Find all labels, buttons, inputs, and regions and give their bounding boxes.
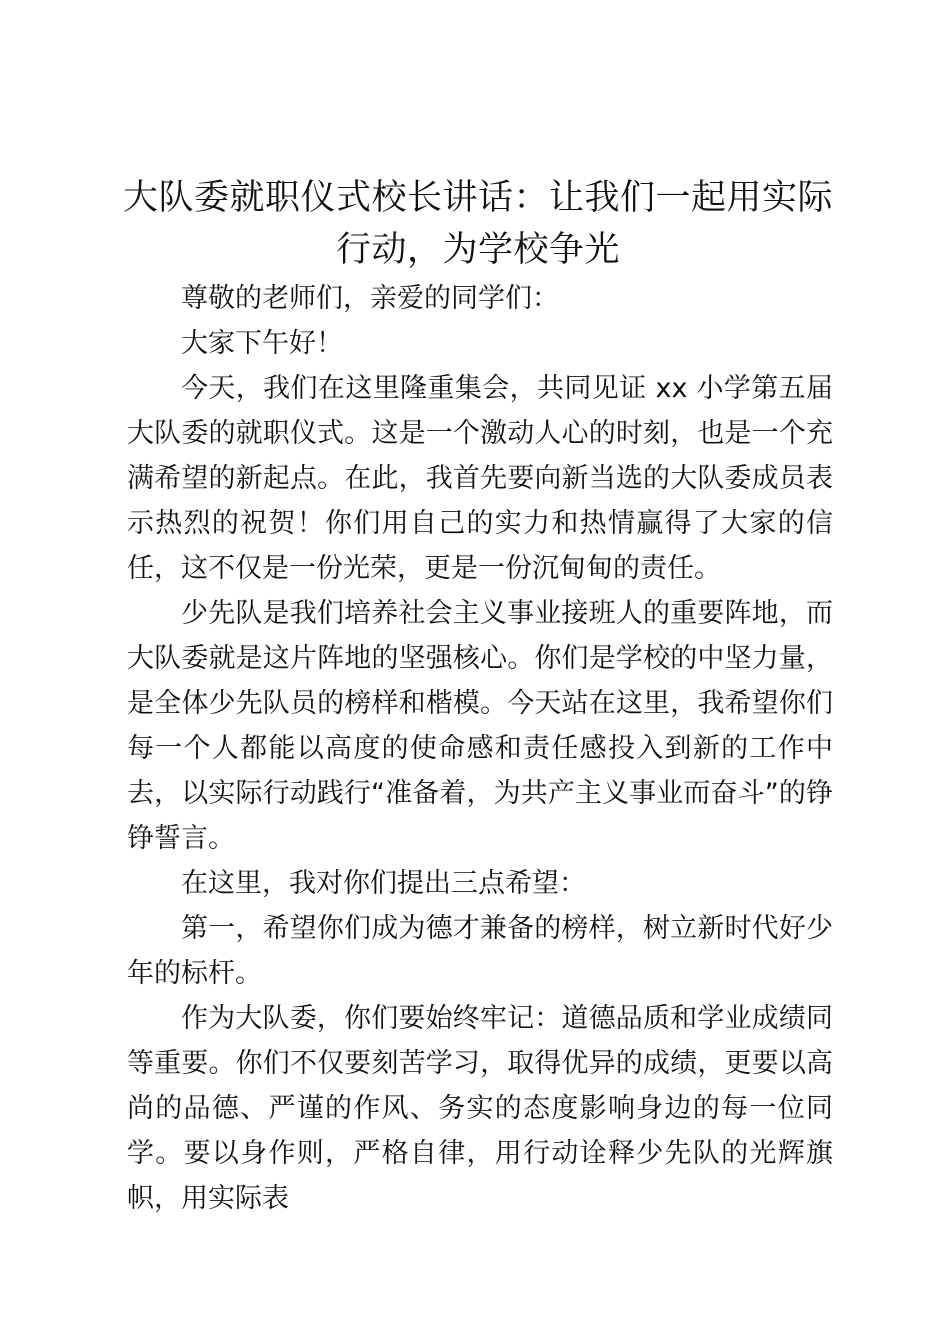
paragraph-core: 少先队是我们培养社会主义事业接班人的重要阵地，而大队委就是这片阵地的坚强核心。你们是学校的中坚力量，是全体少先队员的榜样和楷模。今天站在这里，我希望你们每一个人都能以高度的使命感和责任感投入到新的工作中去，以实际行动践行“准备着，为共产主义事业而奋斗”的铮铮誓言。 (127, 598, 833, 854)
document-title: 大队委就职仪式校长讲话：让我们一起用实际行动，为学校争光 (122, 178, 833, 270)
paragraph-hopes-intro: 在这里，我对你们提出三点希望： (181, 868, 586, 899)
paragraph-hope-one-detail: 作为大队委，你们要始终牢记：道德品质和学业成绩同等重要。你们不仅要刻苦学习，取得优异的成绩，更要以高尚的品德、严谨的作风、务实的态度影响身边的每一位同学。要以身作则，严格自律，用行动诠释少先队的光辉旗帜，用实际表 (127, 1003, 833, 1214)
paragraph-greeting: 大家下午好！ (181, 328, 343, 359)
paragraph-opening: 今天，我们在这里隆重集会，共同见证 xx 小学第五届大队委的就职仪式。这是一个激动人心的时刻，也是一个充满希望的新起点。在此，我首先要向新当选的大队委成员表示热烈的祝贺！你们用自己的实力和热情赢得了大家的信任，这不仅是一份光荣，更是一份沉甸甸的责任。 (127, 373, 833, 584)
paragraph-hope-one: 第一，希望你们成为德才兼备的榜样，树立新时代好少年的标杆。 (127, 913, 833, 989)
paragraph-salutation: 尊敬的老师们，亲爱的同学们： (181, 283, 559, 314)
document-body (127, 276, 833, 1221)
